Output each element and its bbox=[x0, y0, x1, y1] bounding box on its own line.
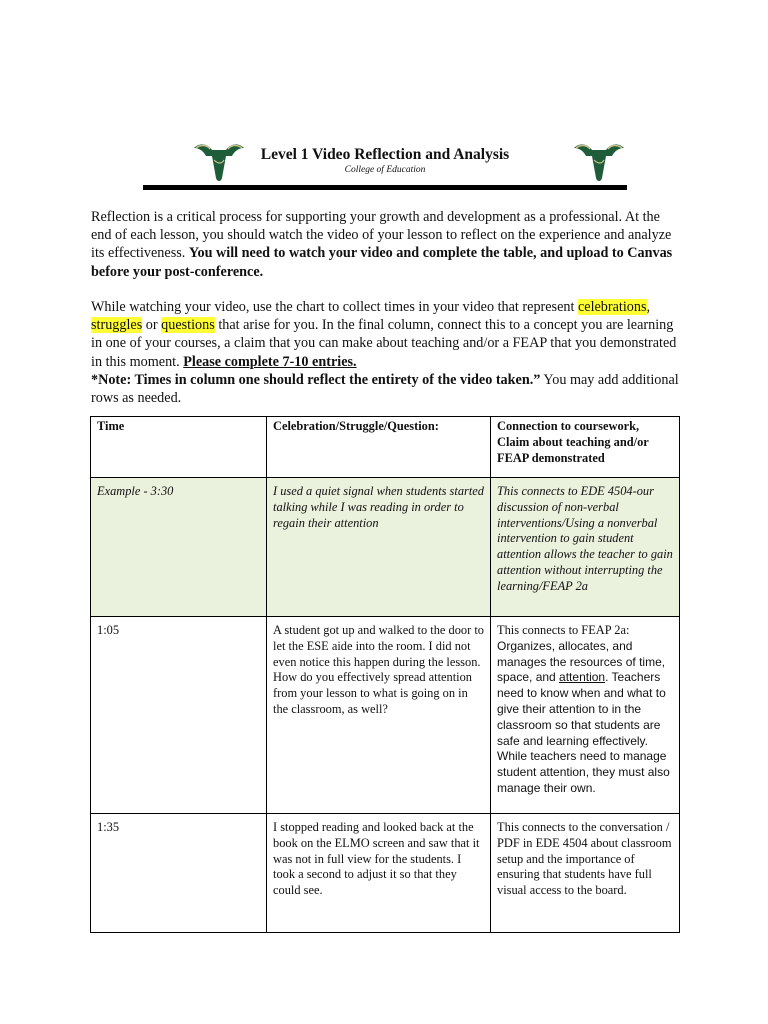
connection-lead: This connects to FEAP 2a: bbox=[497, 623, 630, 637]
intro-paragraph bbox=[91, 208, 681, 281]
document-subtitle: College of Education bbox=[344, 165, 426, 175]
header-time: Time bbox=[91, 417, 267, 478]
row-connection[interactable]: This connects to the conversation / PDF in EDE 4504 about classroom setup and the importance of ensuring that students have full visual access to the board. bbox=[491, 814, 680, 933]
times-note: *Note: Times in column one should reflect the entirety of the video taken.” bbox=[91, 371, 541, 388]
highlight-questions: questions bbox=[161, 317, 215, 334]
instructions-text: While watching your video, use the chart to collect times in your video that represent bbox=[91, 299, 578, 315]
document-header bbox=[140, 132, 630, 188]
example-row bbox=[91, 478, 680, 617]
header-observation: Celebration/Struggle/Question: bbox=[267, 417, 491, 478]
reflection-table bbox=[90, 416, 680, 933]
intro-instruction: You will need to watch your video and complete the table, and upload to Canvas before your post-conference. bbox=[91, 245, 673, 280]
instructions-text: You may add additional rows as needed. bbox=[91, 371, 679, 407]
row-observation[interactable]: A student got up and walked to the door to let the ESE aide into the room. I did not even notice this happen during the lesson. How do you effectively spread attention from your lesson to what is going on in the classroom, as well? bbox=[267, 617, 491, 814]
separator-text: or bbox=[142, 317, 162, 334]
header-divider bbox=[143, 185, 627, 190]
connection-underlined: attention bbox=[559, 670, 606, 685]
table-row bbox=[91, 814, 680, 933]
instructions-paragraph bbox=[91, 298, 681, 407]
row-time[interactable]: 1:05 bbox=[91, 617, 267, 814]
header-connection: Connection to coursework, Claim about teaching and/or FEAP demonstrated bbox=[491, 417, 680, 478]
table-header-row bbox=[91, 417, 680, 478]
document-title: Level 1 Video Reflection and Analysis bbox=[260, 146, 510, 163]
example-connection: This connects to EDE 4504-our discussion of non-verbal interventions/Using a nonverbal intervention to gain student attention allows the teacher to gain attention without interrupting the learning/FEAP 2a bbox=[491, 478, 680, 617]
row-observation[interactable]: I stopped reading and looked back at the book on the ELMO screen and saw that it was not in full view for the students. I took a second to adjust it so that they could see. bbox=[267, 814, 491, 933]
highlight-celebrations: celebrations bbox=[577, 299, 647, 315]
row-connection[interactable] bbox=[491, 617, 680, 814]
intro-text: Reflection is a critical process for supporting your growth and development as a professional. At the end of each lesson, you should watch the video of your lesson to reflect on the experience and analyze its effectiveness. bbox=[91, 209, 672, 262]
connection-text: . Teachers need to know when and what to give their attention to in the classroom so that students are safe and learning effectively. While teachers need to manage student attention, they must also manage their own. bbox=[497, 670, 670, 795]
row-time[interactable]: 1:35 bbox=[91, 814, 267, 933]
separator-text: , bbox=[646, 299, 651, 315]
bull-logo-icon bbox=[572, 138, 626, 184]
highlight-struggles: struggles bbox=[91, 317, 143, 334]
instructions-text: that arise for you. In the final column, connect this to a concept you are learning in one of your courses, a claim that you can make about teaching and/or a FEAP that you demonstrated in this moment. bbox=[91, 317, 677, 370]
example-observation: I used a quiet signal when students started talking while I was reading in order to regain their attention bbox=[267, 478, 491, 617]
table-row bbox=[91, 617, 680, 814]
example-time: Example - 3:30 bbox=[91, 478, 267, 617]
connection-text: Organizes, allocates, and manages the resources of time, space, and bbox=[497, 638, 666, 685]
title-block bbox=[140, 146, 630, 175]
entries-requirement: Please complete 7-10 entries. bbox=[183, 353, 357, 370]
